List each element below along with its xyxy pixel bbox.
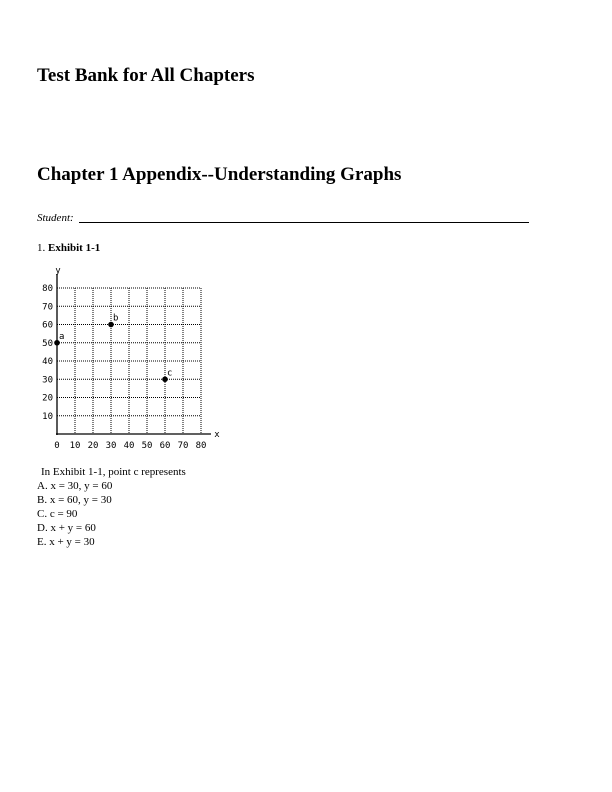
chapter-title: Chapter 1 Appendix--Understanding Graphs (37, 164, 402, 185)
y-tick-label: 10 (42, 411, 53, 422)
student-name-line (79, 222, 529, 223)
question-number: 1. (37, 242, 46, 254)
x-tick-label: 80 (195, 441, 207, 451)
y-tick-label: 40 (42, 357, 53, 367)
choice-c: C. c = 90 (37, 508, 78, 520)
choice-d: D. x + y = 60 (37, 522, 96, 534)
y-tick-label: 50 (42, 338, 53, 349)
choice-e: E. x + y = 30 (37, 536, 95, 548)
x-tick-label: 50 (141, 441, 153, 451)
y-tick-label: 30 (42, 375, 53, 386)
student-name-row (37, 211, 74, 225)
y-tick-label: 60 (42, 320, 53, 331)
choice-a: A. x = 30, y = 60 (37, 480, 113, 492)
exhibit-chart (36, 262, 226, 452)
chart-points (54, 314, 172, 383)
chart-axes (56, 274, 211, 435)
y-tick-label: 80 (42, 284, 53, 294)
chart-tick-labels (42, 266, 220, 451)
x-tick-label: 30 (105, 441, 117, 451)
question-prompt: In Exhibit 1-1, point c represents (41, 466, 186, 478)
test-bank-title: Test Bank for All Chapters (37, 65, 255, 86)
answer-choices (37, 479, 112, 549)
x-axis-label: x (214, 430, 220, 440)
point-label-a: a (59, 331, 65, 342)
x-tick-label: 10 (69, 441, 81, 451)
student-label: Student: (37, 212, 74, 224)
y-tick-label: 70 (42, 302, 53, 313)
chart-grid (57, 288, 201, 434)
exhibit-label: Exhibit 1-1 (48, 242, 101, 254)
y-tick-label: 20 (42, 393, 53, 404)
x-tick-label: 60 (159, 441, 171, 451)
x-tick-label: 20 (87, 441, 99, 451)
y-axis-label: y (55, 266, 61, 276)
x-tick-label: 40 (123, 441, 135, 451)
choice-b: B. x = 60, y = 30 (37, 494, 112, 506)
point-label-c: c (167, 368, 173, 379)
question-heading (37, 241, 100, 255)
x-tick-label: 70 (177, 441, 189, 451)
x-tick-label: 0 (54, 441, 60, 451)
point-label-b: b (113, 313, 119, 324)
